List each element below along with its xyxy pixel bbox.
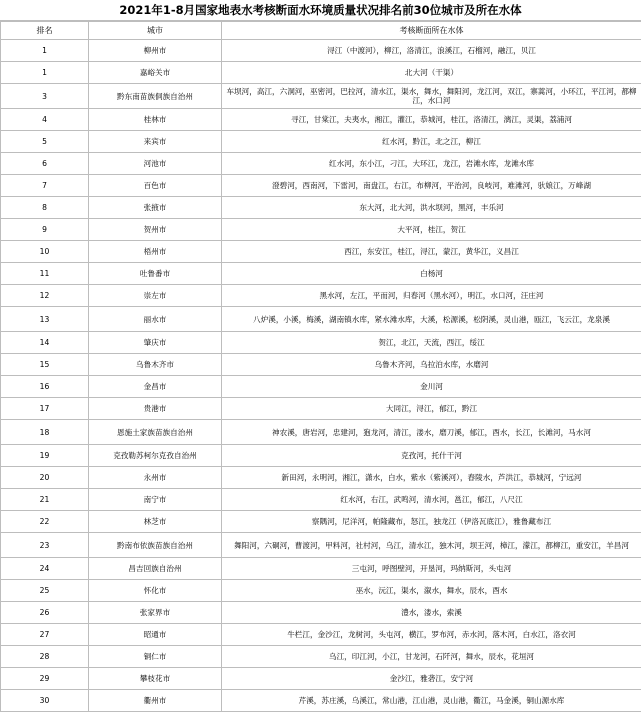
city-cell: 南宁市 <box>89 489 222 511</box>
water-cell: 澧水，溇水，索溪 <box>222 602 641 624</box>
city-cell: 张掖市 <box>89 197 222 219</box>
city-cell: 衢州市 <box>89 690 222 712</box>
table-row <box>1 467 641 489</box>
table-row <box>1 62 641 84</box>
water-cell: 乌江，印江河，小江，甘龙河，石阡河，舞水，辰水，花垣河 <box>222 646 641 668</box>
rank-cell: 26 <box>1 602 89 624</box>
rank-cell: 9 <box>1 219 89 241</box>
water-cell: 寻江，甘棠江，夫夷水，湘江，灌江，恭城河，桂江，洛清江，漓江，灵渠，荔浦河 <box>222 109 641 131</box>
table-row <box>1 398 641 420</box>
city-cell: 昌吉回族自治州 <box>89 558 222 580</box>
city-cell: 永州市 <box>89 467 222 489</box>
water-cell: 澄碧河，西南河，下雷河，南盘江，右江，布柳河，平治河，良岐河，难滩河，驮娘江，万峰湖 <box>222 175 641 197</box>
water-cell: 大平河，桂江，贺江 <box>222 219 641 241</box>
rank-cell: 19 <box>1 445 89 467</box>
table-row <box>1 109 641 131</box>
rank-cell: 7 <box>1 175 89 197</box>
table-row <box>1 646 641 668</box>
table-row <box>1 602 641 624</box>
rank-cell: 3 <box>1 84 89 109</box>
water-cell: 克孜河，托什干河 <box>222 445 641 467</box>
rank-cell: 17 <box>1 398 89 420</box>
city-cell: 桂林市 <box>89 109 222 131</box>
table-header-row <box>1 22 641 40</box>
rank-cell: 29 <box>1 668 89 690</box>
rank-cell: 8 <box>1 197 89 219</box>
table-row <box>1 285 641 307</box>
water-cell: 金川河 <box>222 376 641 398</box>
rank-cell: 13 <box>1 307 89 332</box>
table-row <box>1 489 641 511</box>
water-cell: 乌鲁木齐河，乌拉泊水库，水磨河 <box>222 354 641 376</box>
rank-cell: 12 <box>1 285 89 307</box>
table-row <box>1 307 641 332</box>
rank-cell: 5 <box>1 131 89 153</box>
table-row <box>1 668 641 690</box>
rank-cell: 11 <box>1 263 89 285</box>
table-row <box>1 219 641 241</box>
city-cell: 林芝市 <box>89 511 222 533</box>
table-row <box>1 175 641 197</box>
table-row <box>1 332 641 354</box>
water-cell: 车坝河，高江，六洞河，巫密河，巴拉河，清水江，渠水，舞水，舞阳河，龙江河，双江，寨蒿河，小环江，平江河，都柳江，水口河 <box>222 84 641 109</box>
water-cell: 金沙江，雅砻江，安宁河 <box>222 668 641 690</box>
table-row <box>1 197 641 219</box>
city-cell: 崇左市 <box>89 285 222 307</box>
water-cell: 北大河（干渠） <box>222 62 641 84</box>
water-cell: 东大河，北大河，洪水坝河，黑河，丰乐河 <box>222 197 641 219</box>
city-cell: 贺州市 <box>89 219 222 241</box>
water-cell: 红水河，黔江，北之江，柳江 <box>222 131 641 153</box>
rank-cell: 6 <box>1 153 89 175</box>
table-row <box>1 131 641 153</box>
rank-cell: 16 <box>1 376 89 398</box>
rank-cell: 10 <box>1 241 89 263</box>
header-city: 城市 <box>89 22 222 40</box>
water-cell: 察隅河，尼洋河，帕隆藏布，怒江，独龙江（伊洛瓦底江），雅鲁藏布江 <box>222 511 641 533</box>
table-row <box>1 511 641 533</box>
sheet-title: 2021年1-8月国家地表水考核断面水环境质量状况排名前30位城市及所在水体 <box>0 0 641 21</box>
rank-cell: 18 <box>1 420 89 445</box>
table-row <box>1 376 641 398</box>
rank-cell: 15 <box>1 354 89 376</box>
city-cell: 黔东南苗族侗族自治州 <box>89 84 222 109</box>
city-cell: 铜仁市 <box>89 646 222 668</box>
city-cell: 张家界市 <box>89 602 222 624</box>
city-cell: 百色市 <box>89 175 222 197</box>
table-row <box>1 690 641 712</box>
city-cell: 恩施土家族苗族自治州 <box>89 420 222 445</box>
table-row <box>1 84 641 109</box>
table-row <box>1 580 641 602</box>
water-cell: 牛栏江，金沙江，龙树河，头屯河，横江，罗布河，赤水河，落木河，白水江，洛衣河 <box>222 624 641 646</box>
water-cell: 白杨河 <box>222 263 641 285</box>
water-cell: 贺江，北江，天流，西江，绥江 <box>222 332 641 354</box>
table-row <box>1 40 641 62</box>
city-cell: 克孜勒苏柯尔克孜自治州 <box>89 445 222 467</box>
water-cell: 神农溪，唐岩河，忠建河，狍龙河，清江，溇水，磨刀溪，郁江，酉水，长江，长滩河，马水河 <box>222 420 641 445</box>
ranking-table <box>0 21 641 712</box>
table-row <box>1 354 641 376</box>
city-cell: 昭通市 <box>89 624 222 646</box>
table-row <box>1 445 641 467</box>
water-cell: 舞阳河，六硐河，曹渡河，甲料河，社村河，乌江，清水江，独木河，坝王河，樟江，濛江，都柳江，重安江，羊昌河 <box>222 533 641 558</box>
city-cell: 攀枝花市 <box>89 668 222 690</box>
table-row <box>1 624 641 646</box>
water-cell: 红水河，右江，武鸣河，清水河，邕江，郁江，八尺江 <box>222 489 641 511</box>
city-cell: 嘉峪关市 <box>89 62 222 84</box>
rank-cell: 30 <box>1 690 89 712</box>
city-cell: 来宾市 <box>89 131 222 153</box>
city-cell: 丽水市 <box>89 307 222 332</box>
city-cell: 河池市 <box>89 153 222 175</box>
city-cell: 黔南布依族苗族自治州 <box>89 533 222 558</box>
city-cell: 肇庆市 <box>89 332 222 354</box>
rank-cell: 14 <box>1 332 89 354</box>
city-cell: 贵港市 <box>89 398 222 420</box>
water-cell: 新田河，永明河，湘江，潇水，白水，紫水（紫溪河），舂陵水，芦洪江，恭城河，宁远河 <box>222 467 641 489</box>
rank-cell: 24 <box>1 558 89 580</box>
header-water: 考核断面所在水体 <box>222 22 641 40</box>
table-row <box>1 533 641 558</box>
city-cell: 吐鲁番市 <box>89 263 222 285</box>
table-row <box>1 558 641 580</box>
water-cell: 黑水河，左江，平而河，归春河（黑水河），明江，水口河，汪庄河 <box>222 285 641 307</box>
city-cell: 金昌市 <box>89 376 222 398</box>
water-cell: 八炉溪，小溪，梅溪，湖南镇水库，紧水滩水库，大溪，松源溪，松阴溪，灵山港，瓯江，飞云江，龙泉溪 <box>222 307 641 332</box>
city-cell: 乌鲁木齐市 <box>89 354 222 376</box>
water-cell: 西江，东安江，桂江，浔江，蒙江，黄华江，义昌江 <box>222 241 641 263</box>
rank-cell: 22 <box>1 511 89 533</box>
rank-cell: 27 <box>1 624 89 646</box>
city-cell: 柳州市 <box>89 40 222 62</box>
water-cell: 浔江（中渡河），柳江，洛清江，浪溪江，石榴河，融江，贝江 <box>222 40 641 62</box>
rank-cell: 25 <box>1 580 89 602</box>
header-rank: 排名 <box>1 22 89 40</box>
table-row <box>1 241 641 263</box>
rank-cell: 1 <box>1 62 89 84</box>
table-row <box>1 153 641 175</box>
rank-cell: 1 <box>1 40 89 62</box>
water-cell: 红水河，东小江，刁江，大环江，龙江，岩滩水库，龙滩水库 <box>222 153 641 175</box>
water-cell: 大同江，浔江，郁江，黔江 <box>222 398 641 420</box>
rank-cell: 23 <box>1 533 89 558</box>
water-cell: 巫水，沅江，渠水，溆水，舞水，辰水，酉水 <box>222 580 641 602</box>
rank-cell: 20 <box>1 467 89 489</box>
water-cell: 三屯河，呼图壁河，开垦河，玛纳斯河，头屯河 <box>222 558 641 580</box>
table-row <box>1 420 641 445</box>
water-cell: 芹溪，苏庄溪，乌溪江，常山港，江山港，灵山港，衢江，马金溪，铜山源水库 <box>222 690 641 712</box>
city-cell: 怀化市 <box>89 580 222 602</box>
rank-cell: 21 <box>1 489 89 511</box>
table-row <box>1 263 641 285</box>
rank-cell: 28 <box>1 646 89 668</box>
rank-cell: 4 <box>1 109 89 131</box>
city-cell: 梧州市 <box>89 241 222 263</box>
